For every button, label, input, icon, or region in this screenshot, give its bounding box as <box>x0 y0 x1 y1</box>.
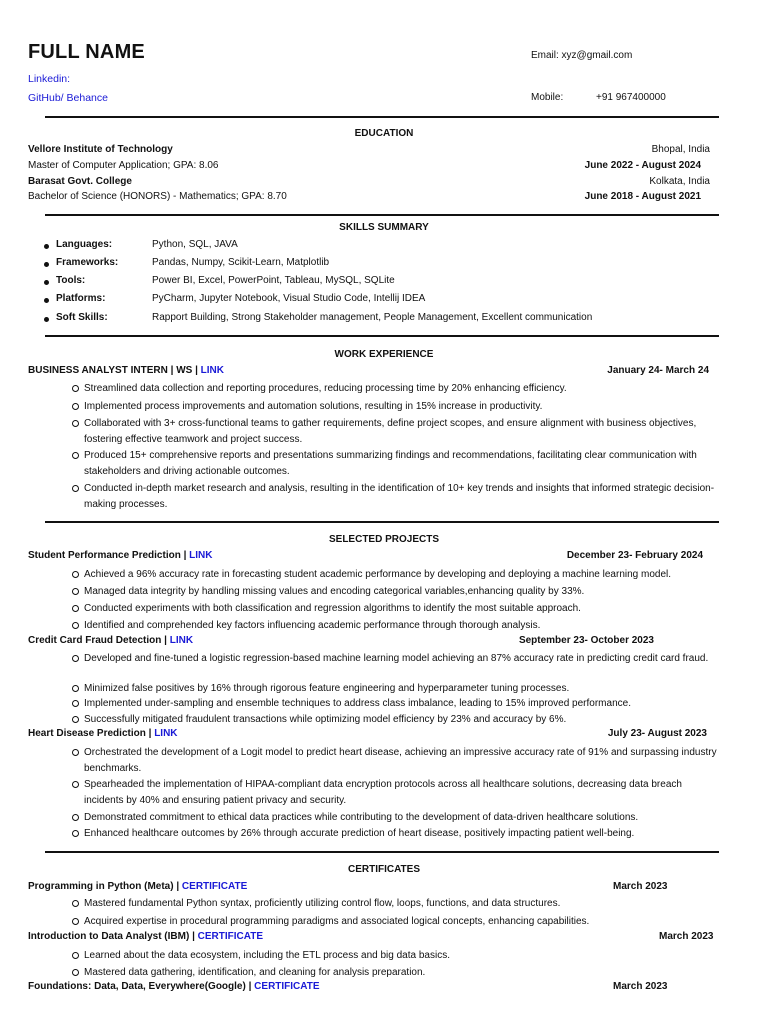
certificate-link[interactable]: CERTIFICATE <box>197 931 264 942</box>
certificate-row <box>28 981 718 995</box>
certificate-date: March 2023 <box>613 981 668 992</box>
bullet-dot-icon <box>44 244 49 249</box>
education-degree-row <box>28 160 718 174</box>
degree-text: Master of Computer Application; GPA: 8.06 <box>28 160 219 171</box>
skill-value: Python, SQL, JAVA <box>152 239 238 250</box>
bullet-circle-icon <box>72 452 79 459</box>
education-title: EDUCATION <box>354 128 414 139</box>
education-degree-row <box>28 191 718 205</box>
school-name: Barasat Govt. College <box>28 176 132 187</box>
skill-label: Tools: <box>56 275 86 286</box>
certificate-name: Programming in Python (Meta) | CERTIFICATE <box>28 881 248 892</box>
divider <box>45 116 719 118</box>
bullet-circle-icon <box>72 685 79 692</box>
project-name: Credit Card Fraud Detection | LINK <box>28 635 194 646</box>
bullet-circle-icon <box>72 900 79 907</box>
mobile-label: Mobile: <box>531 92 564 103</box>
degree-text: Bachelor of Science (HONORS) - Mathematics; GPA: 8.70 <box>28 191 287 202</box>
project-row <box>28 728 718 742</box>
bullet-circle-icon <box>72 571 79 578</box>
bullet-circle-icon <box>72 716 79 723</box>
bullet-circle-icon <box>72 622 79 629</box>
github-behance-link[interactable]: GitHub/ Behance <box>28 92 108 104</box>
mobile-value: +91 967400000 <box>596 92 666 103</box>
work-link[interactable]: LINK <box>200 365 224 376</box>
divider <box>45 851 719 853</box>
skill-label: Soft Skills: <box>56 312 108 323</box>
certificate-link[interactable]: CERTIFICATE <box>254 981 320 992</box>
divider <box>45 335 719 337</box>
project-dates: September 23- October 2023 <box>518 635 654 646</box>
education-entry <box>28 144 718 158</box>
certificate-date: March 2023 <box>659 931 714 942</box>
bullet-circle-icon <box>72 969 79 976</box>
skill-value: PyCharm, Jupyter Notebook, Visual Studio Code, Intellij IDEA <box>152 293 426 304</box>
project-row <box>28 635 718 649</box>
bullet-circle-icon <box>72 420 79 427</box>
work-title: WORK EXPERIENCE <box>334 349 434 360</box>
bullet-dot-icon <box>44 298 49 303</box>
degree-dates: June 2018 - August 2021 <box>584 191 701 202</box>
bullet-circle-icon <box>72 605 79 612</box>
project-name: Student Performance Prediction | LINK <box>28 550 213 561</box>
skill-value: Rapport Building, Strong Stakeholder management, People Management, Excellent communication <box>152 312 593 323</box>
bullet-circle-icon <box>72 485 79 492</box>
degree-dates: June 2022 - August 2024 <box>584 160 701 171</box>
certificate-row <box>28 931 718 945</box>
school-location: Kolkata, India <box>649 176 710 187</box>
project-link[interactable]: LINK <box>169 635 194 646</box>
full-name: FULL NAME <box>28 41 145 63</box>
linkedin-link[interactable]: Linkedin: <box>28 73 71 85</box>
bullet-circle-icon <box>72 952 79 959</box>
projects-title: SELECTED PROJECTS <box>328 534 440 545</box>
bullet-circle-icon <box>72 588 79 595</box>
skill-label: Frameworks: <box>56 257 119 268</box>
certificates-title: CERTIFICATES <box>347 864 421 875</box>
certificate-name: Introduction to Data Analyst (IBM) | CERTIFICATE <box>28 931 264 942</box>
bullet-circle-icon <box>72 403 79 410</box>
bullet-circle-icon <box>72 814 79 821</box>
bullet-circle-icon <box>72 655 79 662</box>
certificate-row <box>28 881 718 895</box>
project-dates: December 23- February 2024 <box>566 550 703 561</box>
skill-label: Platforms: <box>56 293 106 304</box>
project-link[interactable]: LINK <box>154 728 178 739</box>
certificate-link[interactable]: CERTIFICATE <box>181 881 248 892</box>
education-entry <box>28 176 718 190</box>
bullet-circle-icon <box>72 781 79 788</box>
divider <box>45 521 719 523</box>
certificate-name: Foundations: Data, Data, Everywhere(Google) | CERTIFICATE <box>28 981 320 992</box>
divider <box>45 214 719 216</box>
bullet-circle-icon <box>72 830 79 837</box>
bullet-dot-icon <box>44 262 49 267</box>
bullet-circle-icon <box>72 700 79 707</box>
bullet-dot-icon <box>44 280 49 285</box>
bullet-circle-icon <box>72 385 79 392</box>
skill-label: Languages: <box>56 239 113 250</box>
work-role-row <box>28 365 718 379</box>
project-link[interactable]: LINK <box>189 550 213 561</box>
bullet-dot-icon <box>44 317 49 322</box>
skills-title: SKILLS SUMMARY <box>339 222 429 233</box>
skill-value: Pandas, Numpy, Scikit-Learn, Matplotlib <box>152 257 330 268</box>
work-role <box>28 365 224 376</box>
project-row <box>28 550 718 564</box>
email-text: Email: xyz@gmail.com <box>531 50 633 61</box>
school-name: Vellore Institute of Technology <box>28 144 173 155</box>
bullet-circle-icon <box>72 918 79 925</box>
skill-value: Power BI, Excel, PowerPoint, Tableau, MySQL, SQLite <box>152 275 395 286</box>
school-location: Bhopal, India <box>651 144 710 155</box>
project-name: Heart Disease Prediction | LINK <box>28 728 178 739</box>
certificate-date: March 2023 <box>613 881 668 892</box>
work-role-text: BUSINESS ANALYST INTERN | WS | <box>28 365 201 376</box>
project-dates: July 23- August 2023 <box>607 728 707 739</box>
bullet-circle-icon <box>72 749 79 756</box>
work-dates: January 24- March 24 <box>607 365 709 376</box>
